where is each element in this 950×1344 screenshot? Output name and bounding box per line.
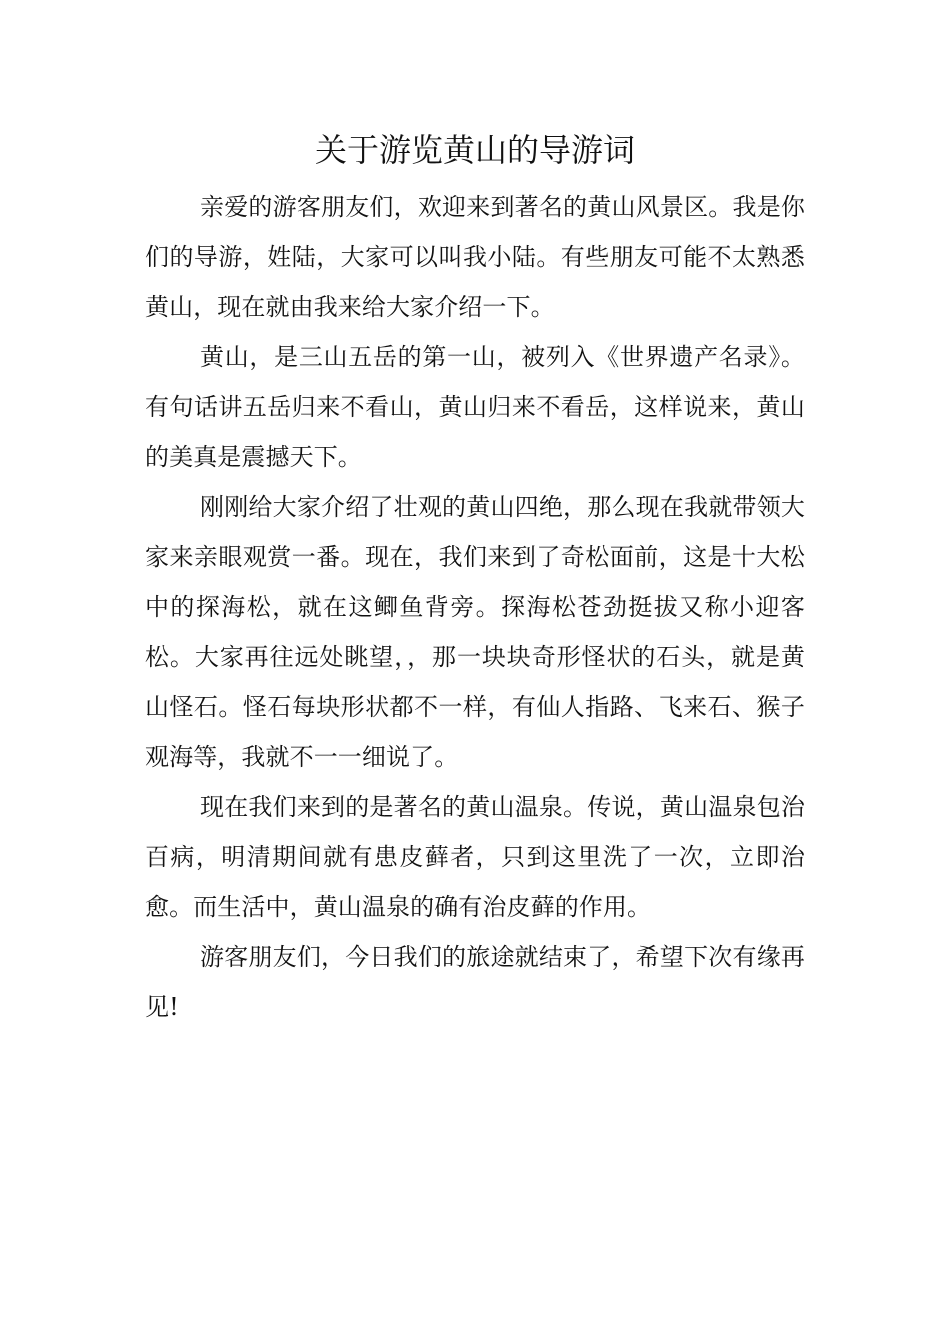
paragraph-hot-spring: 现在我们来到的是著名的黄山温泉。传说，黄山温泉包治百病，明清期间就有患皮藓者，只到这里洗了一次，立即治愈。而生活中，黄山温泉的确有治皮藓的作用。: [145, 793, 805, 921]
paragraph-introduction: 黄山，是三山五岳的第一山，被列入《世界遗产名录》。有句话讲五岳归来不看山，黄山归来不看岳，这样说来，黄山的美真是震撼天下。: [145, 343, 805, 471]
paragraph-farewell: 游客朋友们，今日我们的旅途就结束了，希望下次有缘再见!: [145, 943, 805, 1021]
paragraph-pines-and-rocks: 刚刚给大家介绍了壮观的黄山四绝，那么现在我就带领大家来亲眼观赏一番。现在，我们来到了奇松面前，这是十大松中的探海松，就在这鲫鱼背旁。探海松苍劲挺拔又称小迎客松。大家再往远处眺望，，那一块块奇形怪状的石头，就是黄山怪石。怪石每块形状都不一样，有仙人指路、飞来石、猴子观海等，我就不一一细说了。: [145, 493, 805, 771]
paragraph-welcome: 亲爱的游客朋友们，欢迎来到著名的黄山风景区。我是你们的导游，姓陆，大家可以叫我小陆。有些朋友可能不太熟悉黄山，现在就由我来给大家介绍一下。: [145, 193, 805, 321]
document-body: [145, 122, 805, 1032]
document-title: 关于游览黄山的导游词: [314, 131, 635, 169]
